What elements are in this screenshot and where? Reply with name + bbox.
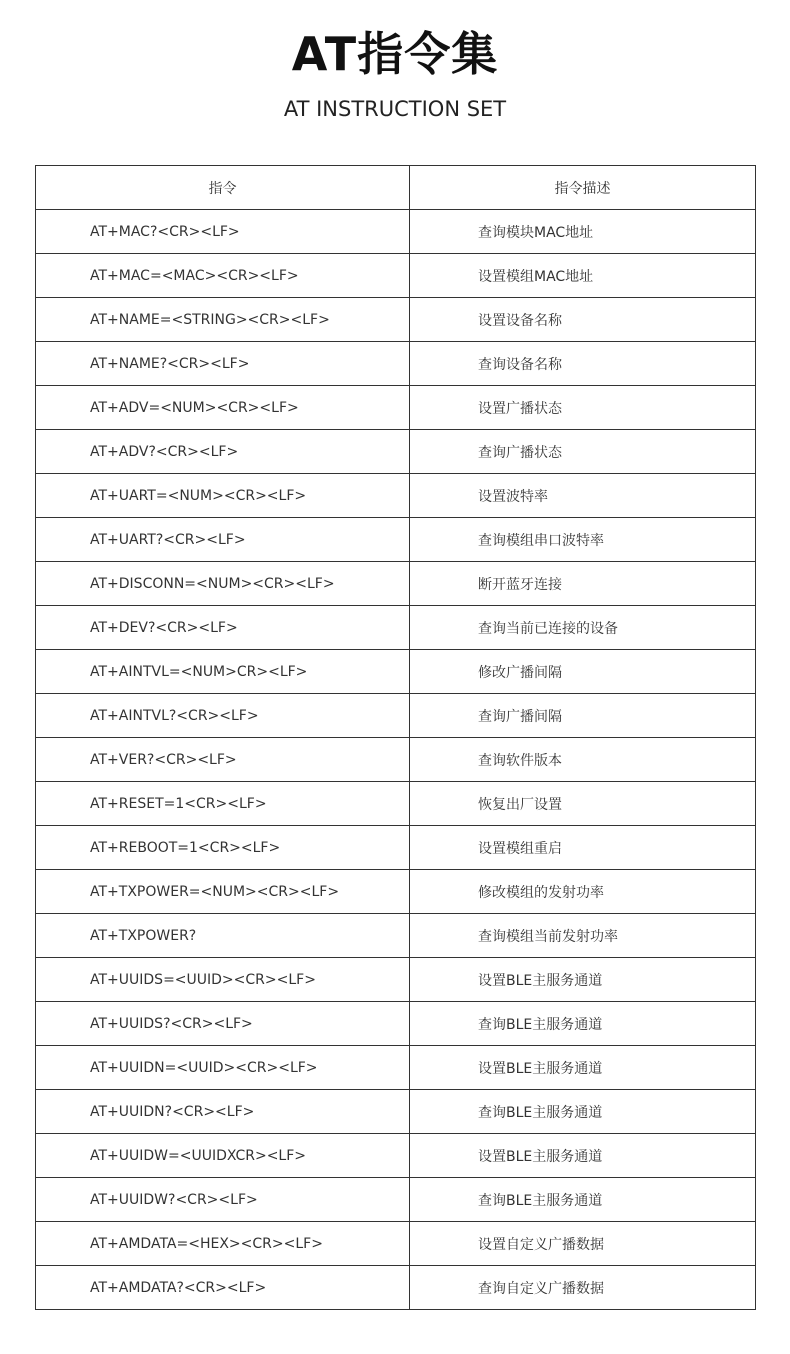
description-cell: 设置设备名称 [410, 298, 756, 342]
table-header-row [36, 166, 756, 210]
command-cell: AT+MAC?<CR><LF> [36, 210, 410, 254]
command-cell: AT+AMDATA?<CR><LF> [36, 1266, 410, 1310]
table-row [36, 782, 756, 826]
description-cell: 查询设备名称 [410, 342, 756, 386]
page-subtitle: AT INSTRUCTION SET [283, 97, 507, 121]
command-cell: AT+RESET=1<CR><LF> [36, 782, 410, 826]
table-row [36, 1222, 756, 1266]
header-command: 指令 [36, 166, 410, 210]
table-row [36, 694, 756, 738]
table-row [36, 1002, 756, 1046]
table-row [36, 210, 756, 254]
command-cell: AT+AINTVL=<NUM>CR><LF> [36, 650, 410, 694]
description-cell: 查询广播状态 [410, 430, 756, 474]
command-cell: AT+UUIDN=<UUID><CR><LF> [36, 1046, 410, 1090]
table-body [36, 210, 756, 1310]
description-cell: 查询模组串口波特率 [410, 518, 756, 562]
command-cell: AT+AMDATA=<HEX><CR><LF> [36, 1222, 410, 1266]
table-row [36, 1266, 756, 1310]
command-cell: AT+UUIDS=<UUID><CR><LF> [36, 958, 410, 1002]
command-cell: AT+UUIDW?<CR><LF> [36, 1178, 410, 1222]
table-header [36, 166, 756, 210]
command-cell: AT+DISCONN=<NUM><CR><LF> [36, 562, 410, 606]
description-cell: 设置波特率 [410, 474, 756, 518]
table-row [36, 1134, 756, 1178]
table-row [36, 826, 756, 870]
table-row [36, 958, 756, 1002]
command-cell: AT+AINTVL?<CR><LF> [36, 694, 410, 738]
table-row [36, 518, 756, 562]
description-cell: 断开蓝牙连接 [410, 562, 756, 606]
description-cell: 修改模组的发射功率 [410, 870, 756, 914]
table-row [36, 1046, 756, 1090]
table-row [36, 386, 756, 430]
description-cell: 查询模组当前发射功率 [410, 914, 756, 958]
description-cell: 设置模组MAC地址 [410, 254, 756, 298]
description-cell: 修改广播间隔 [410, 650, 756, 694]
table-row [36, 1178, 756, 1222]
description-cell: 设置BLE主服务通道 [410, 1134, 756, 1178]
table-row [36, 738, 756, 782]
description-cell: 查询模块MAC地址 [410, 210, 756, 254]
command-cell: AT+UUIDN?<CR><LF> [36, 1090, 410, 1134]
command-cell: AT+NAME=<STRING><CR><LF> [36, 298, 410, 342]
description-cell: 查询BLE主服务通道 [410, 1178, 756, 1222]
description-cell: 设置广播状态 [410, 386, 756, 430]
command-cell: AT+REBOOT=1<CR><LF> [36, 826, 410, 870]
command-cell: AT+UUIDS?<CR><LF> [36, 1002, 410, 1046]
table-row [36, 606, 756, 650]
table-row [36, 474, 756, 518]
table-row [36, 914, 756, 958]
table-row [36, 1090, 756, 1134]
table-row [36, 650, 756, 694]
table-row [36, 254, 756, 298]
command-cell: AT+DEV?<CR><LF> [36, 606, 410, 650]
description-cell: 设置BLE主服务通道 [410, 958, 756, 1002]
command-cell: AT+TXPOWER=<NUM><CR><LF> [36, 870, 410, 914]
table-row [36, 870, 756, 914]
description-cell: 设置BLE主服务通道 [410, 1046, 756, 1090]
command-cell: AT+ADV?<CR><LF> [36, 430, 410, 474]
table-row [36, 430, 756, 474]
description-cell: 查询软件版本 [410, 738, 756, 782]
command-cell: AT+UUIDW=<UUIDXCR><LF> [36, 1134, 410, 1178]
header-description: 指令描述 [410, 166, 756, 210]
command-cell: AT+MAC=<MAC><CR><LF> [36, 254, 410, 298]
table-row [36, 562, 756, 606]
page-title: AT指令集 [291, 27, 499, 81]
description-cell: 查询广播间隔 [410, 694, 756, 738]
description-cell: 查询BLE主服务通道 [410, 1002, 756, 1046]
command-cell: AT+VER?<CR><LF> [36, 738, 410, 782]
command-cell: AT+TXPOWER? [36, 914, 410, 958]
at-command-table [35, 165, 756, 1310]
table-row [36, 342, 756, 386]
description-cell: 查询自定义广播数据 [410, 1266, 756, 1310]
description-cell: 恢复出厂设置 [410, 782, 756, 826]
command-cell: AT+UART=<NUM><CR><LF> [36, 474, 410, 518]
command-cell: AT+UART?<CR><LF> [36, 518, 410, 562]
command-cell: AT+NAME?<CR><LF> [36, 342, 410, 386]
description-cell: 查询BLE主服务通道 [410, 1090, 756, 1134]
description-cell: 查询当前已连接的设备 [410, 606, 756, 650]
table-row [36, 298, 756, 342]
description-cell: 设置模组重启 [410, 826, 756, 870]
description-cell: 设置自定义广播数据 [410, 1222, 756, 1266]
command-cell: AT+ADV=<NUM><CR><LF> [36, 386, 410, 430]
